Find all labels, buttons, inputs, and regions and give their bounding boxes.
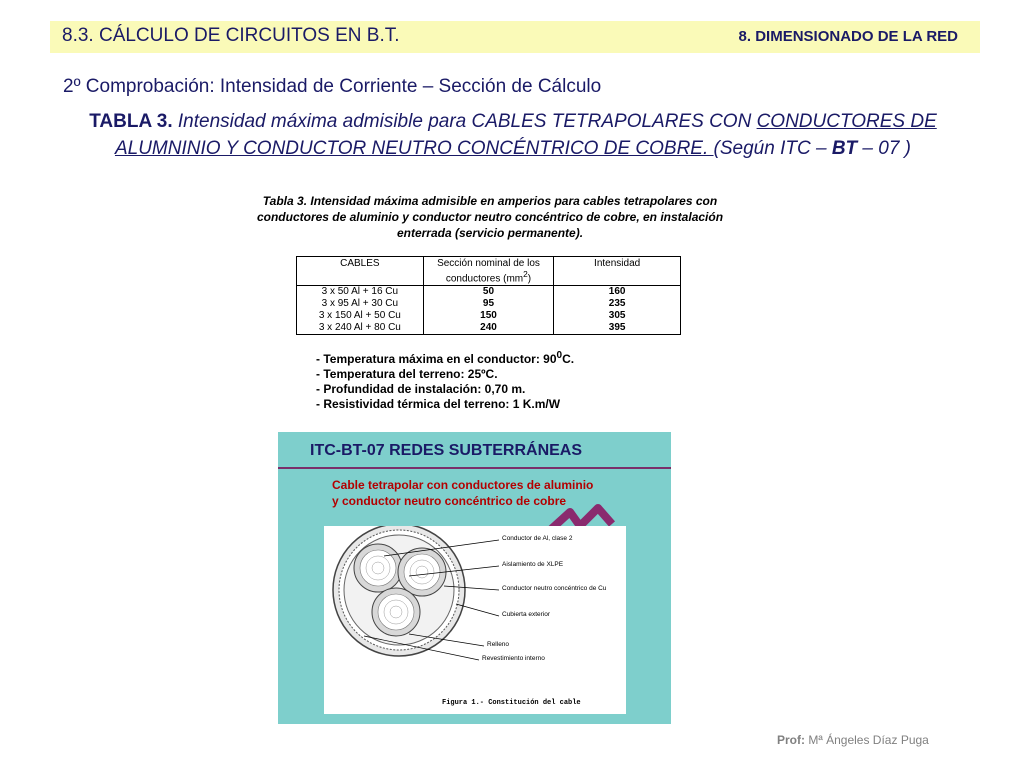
author-credit: Prof: Mª Ángeles Díaz Puga [777,733,929,747]
cell-intensidad: 395 [554,322,681,335]
table-row [297,298,681,310]
itc-figure-box [278,432,671,724]
label-neutro: Conductor neutro concéntrico de Cu [502,585,607,592]
table-row [297,286,681,299]
cell-intensidad: 305 [554,310,681,322]
note-temp-conductor: - Temperatura máxima en el conductor: $90^0C$. [316,350,575,366]
label-conductor-al: Conductor de Al, clase 2 [502,535,573,542]
cell-intensidad: 235 [554,298,681,310]
itc-subtitle: Cable tetrapolar con conductores de aluminio y conductor neutro concéntrico de cobre [332,478,594,508]
cell-seccion: 95 [423,298,554,310]
tabla-label: TABLA 3. [89,111,173,132]
figure-caption: Figura 1.- Constitución del cable [442,699,581,707]
cable-cross-section-icon [324,526,626,714]
table-caption: Tabla 3. Intensidad máxima admisible en amperios para cables tetrapolares con conductores de aluminio y conductor neutro concéntrico de cobre, en instalación enterrada (servicio permanente). [256,194,724,240]
cell-cable: 3 x 150 Al + 50 Cu [318,310,401,322]
note-resistividad: - Resistividad térmica del terreno: 1 K.m/W [316,397,561,411]
installation-notes [316,348,574,412]
cell-seccion: 240 [423,322,554,335]
tabla-underlined-text: CONDUCTORES DE ALUMNINIO Y CONDUCTOR NEUTRO CONCÉNTRICO DE COBRE. [114,111,937,159]
cable-diagram [324,526,626,714]
col-header-intensidad: Intensidad [554,257,681,286]
note-temp-terreno: - Temperatura del terreno: 25ºC. [316,367,498,381]
label-cubierta: Cubierta exterior [502,611,551,618]
cell-seccion: 150 [423,310,554,322]
tabla-text: Intensidad máxima admisible para CABLES TETRAPOLARES CON [172,111,757,132]
itc-divider [278,467,671,469]
cell-cable: 3 x 95 Al + 30 Cu [321,298,399,310]
header-bar [50,21,980,53]
current-table [296,256,681,335]
label-revestimiento: Revestimiento interno [482,655,545,662]
header-section: 8. DIMENSIONADO DE LA RED [738,28,958,45]
table-row [297,322,681,335]
cell-cable: 3 x 240 Al + 80 Cu [318,322,401,334]
note-profundidad: - Profundidad de instalación: 0,70 m. [316,382,526,396]
cell-intensidad: 160 [554,286,681,299]
tabla-ref-code: BT [831,138,858,159]
cell-seccion: 50 [423,286,554,299]
slide-subtitle: 2º Comprobación: Intensidad de Corriente – Sección de Cálculo [63,76,602,97]
tabla-description [58,108,968,162]
label-aislamiento: Aislamiento de XLPE [502,561,564,568]
col-header-seccion: Sección nominal de los conductores $(mm^2)$ [423,257,554,286]
col-header-cables: CABLES [297,257,424,286]
itc-title: ITC-BT-07 REDES SUBTERRÁNEAS [310,442,583,459]
table-row [297,310,681,322]
cell-cable: 3 x 50 Al + 16 Cu [321,286,399,298]
tabla-ref-open: (Según ITC – [713,138,832,159]
label-relleno: Relleno [487,641,510,648]
header-title: 8.3. CÁLCULO DE CIRCUITOS EN B.T. [62,25,400,46]
tabla-ref-close: – 07 ) [857,138,912,159]
